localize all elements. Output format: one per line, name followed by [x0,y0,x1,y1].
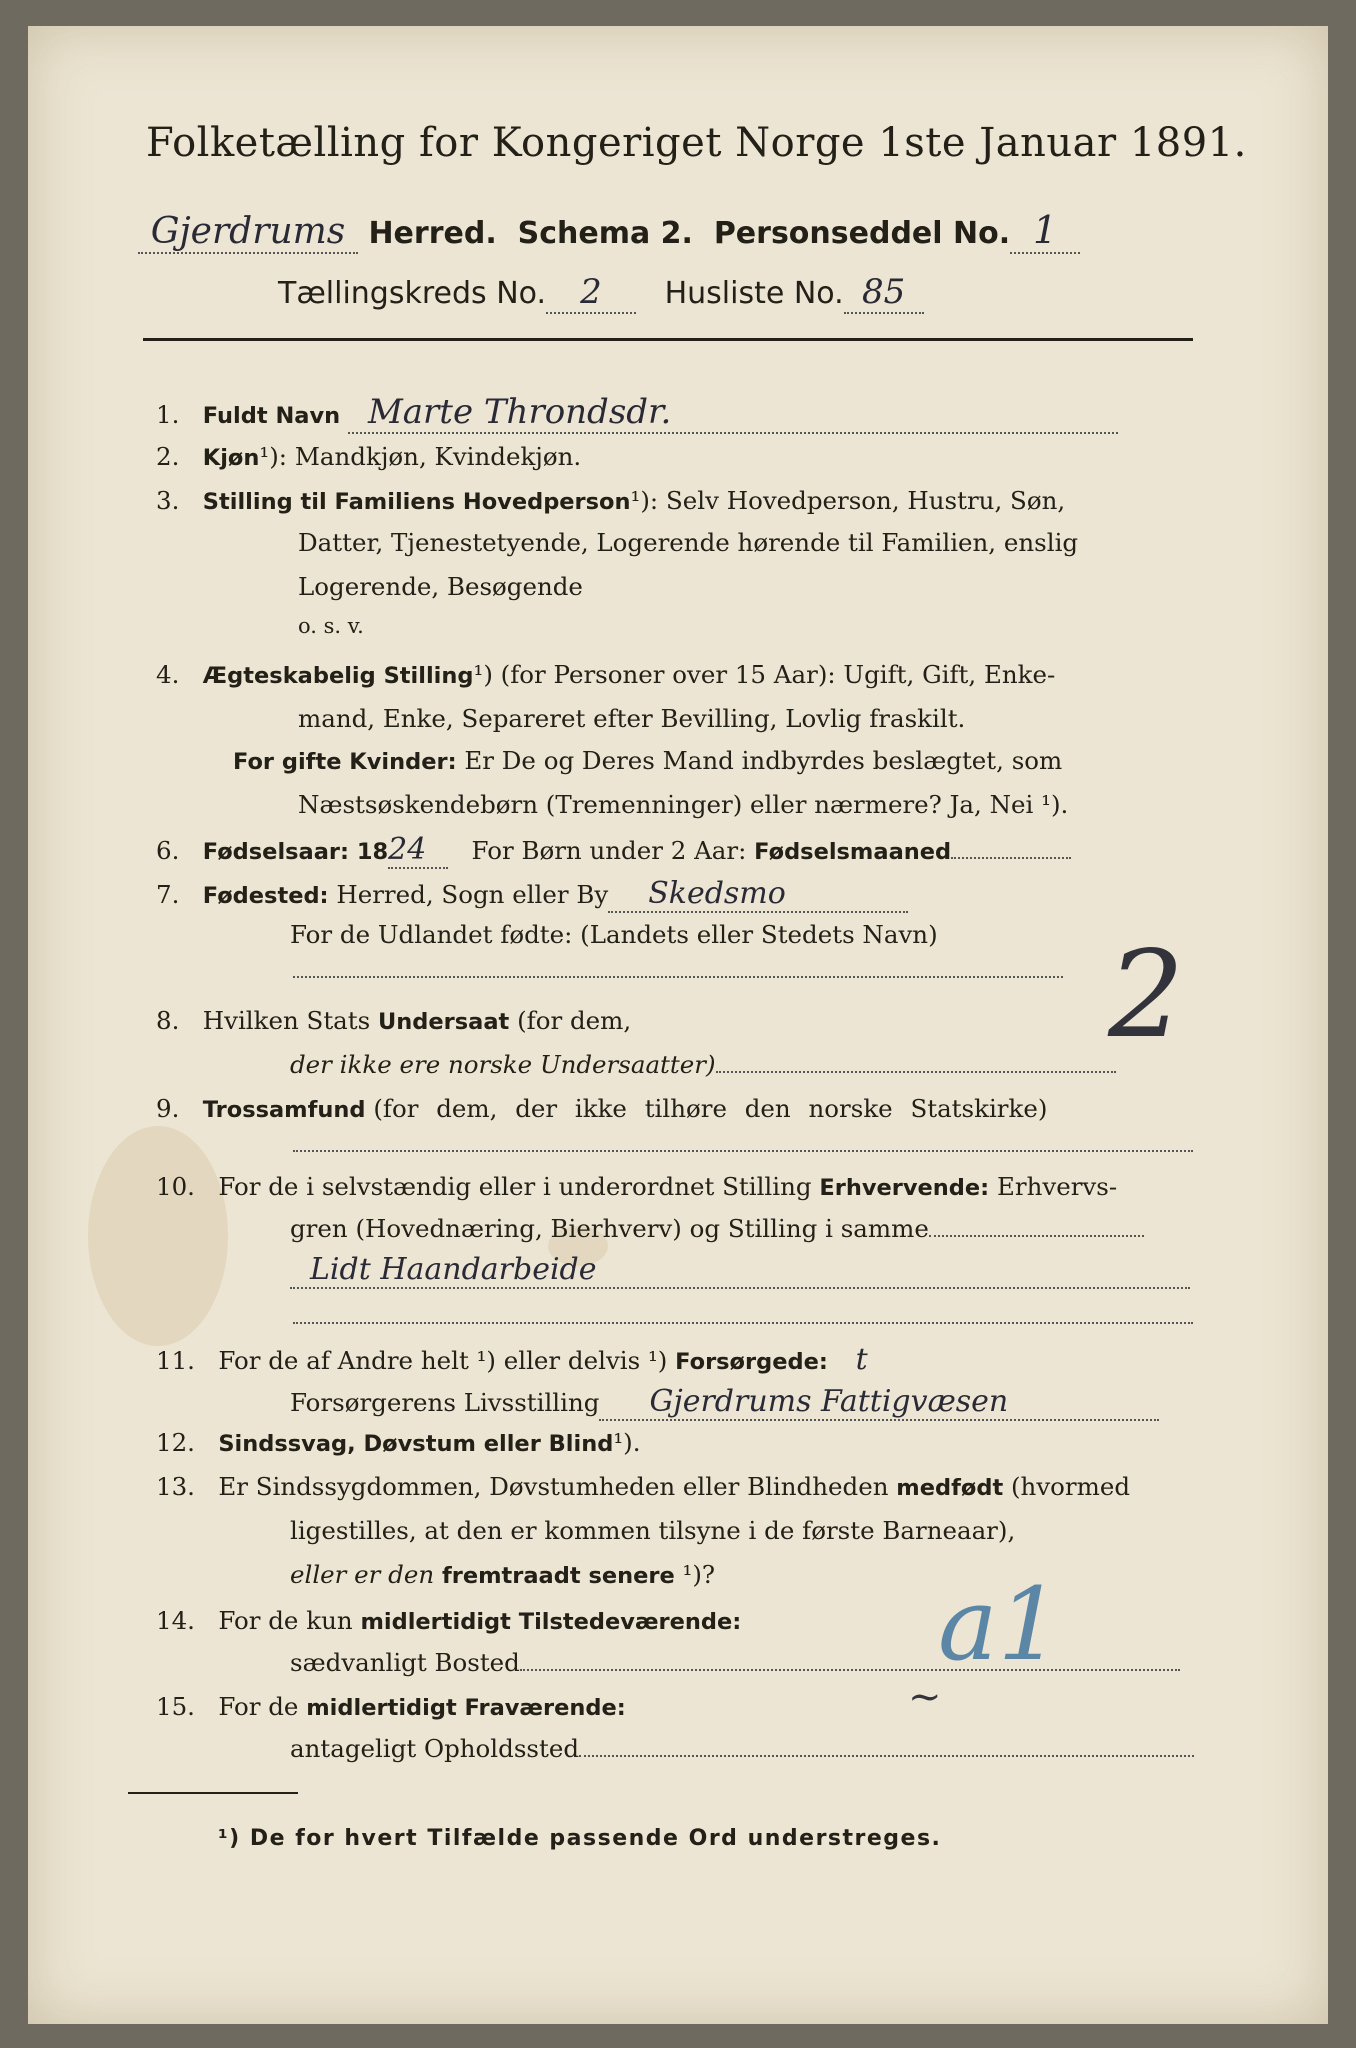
taellingskreds-handwritten: 2 [580,272,602,312]
item-number: 2. [156,442,180,471]
census-form-sheet [28,26,1328,2024]
item-text: Forsørgerens Livsstilling [290,1388,600,1417]
blank-line [293,976,1063,978]
header-rule [143,338,1193,341]
personseddel-label: Personseddel No. [713,216,1011,251]
provider-handwritten: Gjerdrums Fattigvæsen [649,1384,1009,1419]
item-15 [156,1692,626,1721]
herred-line [138,208,1080,254]
item-text: ¹) (for Personer over 15 Aar): Ugift, Gift, Enke- [473,660,1056,689]
item-label: Ægteskabelig Stilling [202,663,474,689]
item-5 [233,746,1062,775]
herred-handwritten: Gjerdrums [150,211,346,252]
item-text: ¹). [613,1428,641,1457]
item-label: midlertidigt Fraværende: [306,1695,626,1721]
item-text: (hvormed [1011,1472,1131,1501]
item-number: 9. [156,1094,180,1123]
husliste-label: Husliste No. [664,276,844,311]
item-9 [156,1094,1047,1123]
item-6 [156,832,1071,869]
item-text: Erhvervs- [996,1172,1118,1201]
item-text: eller er den [290,1560,435,1589]
item-2 [156,442,581,471]
item-text: For de i selvstændig eller i underordnet Stilling [218,1172,812,1201]
item-label: Fødselsmaaned [754,839,952,865]
item-11 [156,1342,868,1377]
item-13-line-3 [290,1560,715,1589]
item-number: 1. [156,400,180,429]
item-5-line-2: Næstsøskendebørn (Tremenninger) eller nærmere? Ja, Nei ¹). [298,790,1069,819]
item-11-line-2 [290,1384,1159,1421]
item-label: Trossamfund [202,1097,366,1123]
annotation-big-2: 2 [1108,926,1185,1065]
item-label: Fuldt Navn [202,403,341,429]
item-4 [156,660,1055,689]
item-text: Er Sindssygdommen, Døvstumheden eller Blindheden [218,1472,889,1501]
item-8 [156,1006,631,1035]
item-text: Er De og Deres Mand indbyrdes beslægtet, som [464,746,1063,775]
item-text: For de kun [218,1606,353,1635]
item-text: For de [218,1692,299,1721]
form-title: Folketælling for Kongeriget Norge 1ste Januar 1891. [146,120,1247,166]
herred-label: Herred. [368,216,497,251]
item-7-line-2: For de Udlandet fødte: (Landets eller Stedets Navn) [290,920,938,949]
item-text: sædvanligt Bosted [290,1648,520,1677]
item-12 [156,1428,641,1457]
item-number: 11. [156,1346,195,1375]
item-text: (for dem, der ikke tilhøre den norske Statskirke) [373,1094,1048,1123]
item-10-line-2 [290,1214,1144,1243]
item-3-line-3: Logerende, Besøgende [298,572,583,601]
item-13 [156,1472,1130,1501]
schema-label: Schema 2. [517,216,693,251]
item-label: For gifte Kvinder: [233,749,457,775]
item-10 [156,1172,1117,1201]
item-3 [156,486,1065,515]
item-number: 12. [156,1428,195,1457]
item-label: Sindssvag, Døvstum eller Blind [218,1431,614,1457]
item-text: For Børn under 2 Aar: [471,836,747,865]
item-number: 4. [156,660,180,689]
item-text: der ikke ere norske Undersaatter) [290,1050,716,1079]
item-text: (for dem, [517,1006,632,1035]
footnote: ¹) De for hvert Tilfælde passende Ord understreges. [218,1826,942,1851]
item-number: 3. [156,486,180,515]
item-8-line-2 [290,1050,1116,1079]
occupation-handwritten: Lidt Haandarbeide [310,1252,597,1287]
birthplace-handwritten: Skedsmo [648,876,786,911]
item-text: ¹): Selv Hovedperson, Hustru, Søn, [630,486,1066,515]
item-text: ¹): Mandkjøn, Kvindekjøn. [259,442,582,471]
blank-line [293,1150,1193,1152]
taellingskreds-line [278,272,924,314]
item-14 [156,1606,741,1635]
item-text: Hvilken Stats [202,1006,371,1035]
item-3-line-4: o. s. v. [298,614,364,638]
item-10-answer [290,1252,1190,1289]
item-label: Kjøn [202,445,260,471]
paper-stain [88,1126,228,1346]
footnote-rule [128,1792,298,1794]
item-text: antageligt Opholdssted [290,1734,579,1763]
item-label: medfødt [896,1475,1004,1501]
item-13-line-2: ligestilles, at den er kommen tilsyne i de første Barneaar), [290,1516,1016,1545]
item-number: 15. [156,1692,195,1721]
item-4-line-2: mand, Enke, Separeret efter Bevilling, Lovlig fraskilt. [298,704,966,733]
item-number: 8. [156,1006,180,1035]
item-number: 6. [156,836,180,865]
item-15-line-2 [290,1734,1194,1763]
item-label: Forsørgede: [675,1349,828,1375]
annotation-a1: a1 [938,1566,1062,1683]
item-number: 10. [156,1172,195,1201]
item-label: Fødselsaar: 18 [202,839,389,865]
item-label: fremtraadt senere [441,1563,675,1589]
item-number: 13. [156,1472,195,1501]
item-number: 14. [156,1606,195,1635]
item-label: Undersaat [378,1009,510,1035]
annotation-dash: ~ [908,1674,942,1720]
blank-line [293,1322,1193,1324]
birthyear-handwritten: 24 [388,832,427,867]
husliste-handwritten: 85 [862,272,906,312]
name-handwritten: Marte Throndsdr. [367,392,672,432]
item-7 [156,876,908,913]
item-number: 7. [156,880,180,909]
item-text: ¹)? [682,1560,716,1589]
item-text: gren (Hovednæring, Bierhverv) og Stilling i samme [290,1214,929,1243]
item-text: For de af Andre helt ¹) eller delvis ¹) [218,1346,668,1375]
item-3-line-2: Datter, Tjenestetyende, Logerende hørende til Familien, enslig [298,528,1079,557]
item-1 [156,392,1118,434]
item-text: Herred, Sogn eller By [336,880,609,909]
supported-handwritten: t [855,1342,868,1377]
taellingskreds-label: Tællingskreds No. [278,276,546,311]
item-label: midlertidigt Tilstedeværende: [360,1609,742,1635]
item-label: Erhvervende: [819,1175,990,1201]
item-label: Stilling til Familiens Hovedperson [202,489,631,515]
item-label: Fødested: [202,883,329,909]
personseddel-handwritten: 1 [1033,208,1058,252]
